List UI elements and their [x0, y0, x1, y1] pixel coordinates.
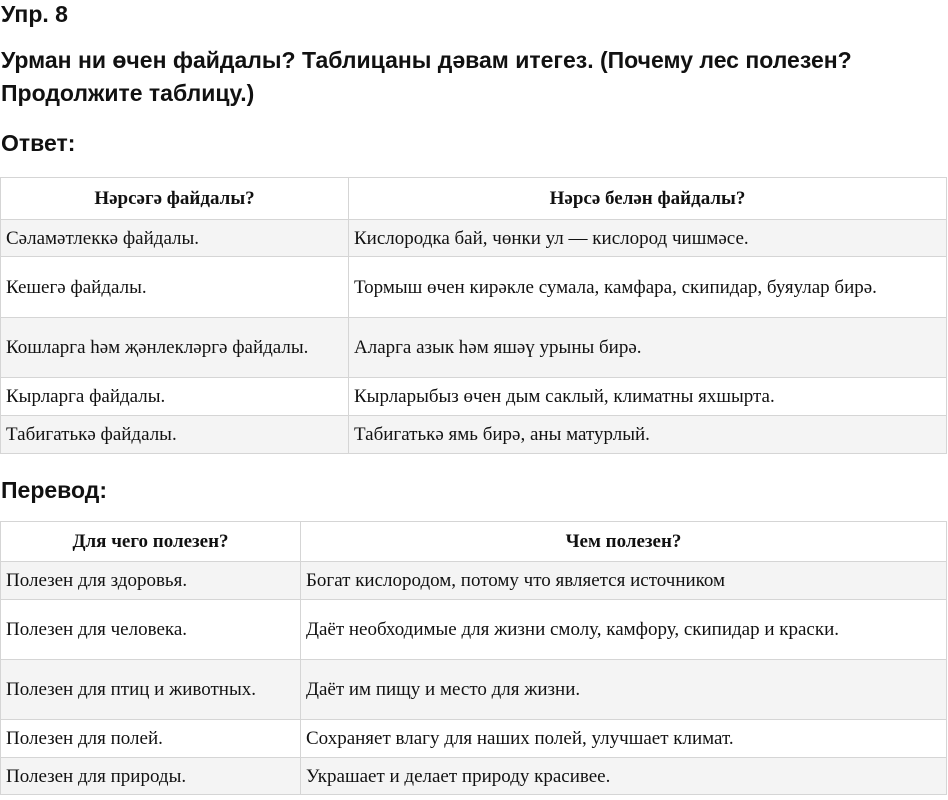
table-cell-what-for: Полезен для птиц и животных. — [1, 660, 301, 720]
answer-table — [0, 177, 947, 454]
table-cell-how: Даёт необходимые для жизни смолу, камфору, скипидар и краски. — [301, 600, 947, 660]
table-cell-what-for: Сәламәтлеккә файдалы. — [1, 220, 349, 257]
translation-column-header-how: Чем полезен? — [301, 522, 947, 562]
table-row — [1, 257, 947, 318]
table-row — [1, 758, 947, 795]
table-cell-what-for: Табигатькә файдалы. — [1, 416, 349, 454]
answer-table-header-row — [1, 178, 947, 220]
table-cell-how: Даёт им пищу и место для жизни. — [301, 660, 947, 720]
table-cell-what-for: Кошларга һәм җәнлекләргә файдалы. — [1, 318, 349, 378]
table-cell-how: Табигатькә ямь бирә, аны матурлый. — [349, 416, 947, 454]
table-cell-how: Тормыш өчен кирәкле сумала, камфара, скипидар, буяулар бирә. — [349, 257, 947, 318]
exercise-title: Упр. 8 — [1, 1, 68, 27]
table-cell-what-for: Полезен для человека. — [1, 600, 301, 660]
translation-table-header-row — [1, 522, 947, 562]
translation-heading: Перевод: — [1, 477, 108, 503]
table-row — [1, 660, 947, 720]
table-row — [1, 562, 947, 600]
exercise-question: Урман ни өчен файдалы? Таблицаны дәвам итегез. (Почему лес полезен? Продолжите таблицу.) — [1, 47, 852, 106]
table-row — [1, 378, 947, 416]
table-row — [1, 416, 947, 454]
table-cell-how: Украшает и делает природу красивее. — [301, 758, 947, 795]
table-row — [1, 220, 947, 257]
table-cell-what-for: Полезен для природы. — [1, 758, 301, 795]
answer-heading: Ответ: — [1, 130, 76, 156]
table-row — [1, 318, 947, 378]
table-row — [1, 720, 947, 758]
table-cell-what-for: Полезен для здоровья. — [1, 562, 301, 600]
translation-column-header-what-for: Для чего полезен? — [1, 522, 301, 562]
table-row — [1, 600, 947, 660]
table-cell-what-for: Кырларга файдалы. — [1, 378, 349, 416]
table-cell-how: Аларга азык һәм яшәү урыны бирә. — [349, 318, 947, 378]
table-cell-how: Кырларыбыз өчен дым саклый, климатны яхшырта. — [349, 378, 947, 416]
answer-column-header-how: Нәрсә белән файдалы? — [349, 178, 947, 220]
answer-column-header-what-for: Нәрсәгә файдалы? — [1, 178, 349, 220]
translation-table — [0, 521, 947, 795]
table-cell-how: Кислородка бай, чөнки ул — кислород чишмәсе. — [349, 220, 947, 257]
table-cell-how: Богат кислородом, потому что является источником — [301, 562, 947, 600]
table-cell-what-for: Полезен для полей. — [1, 720, 301, 758]
table-cell-how: Сохраняет влагу для наших полей, улучшает климат. — [301, 720, 947, 758]
table-cell-what-for: Кешегә файдалы. — [1, 257, 349, 318]
